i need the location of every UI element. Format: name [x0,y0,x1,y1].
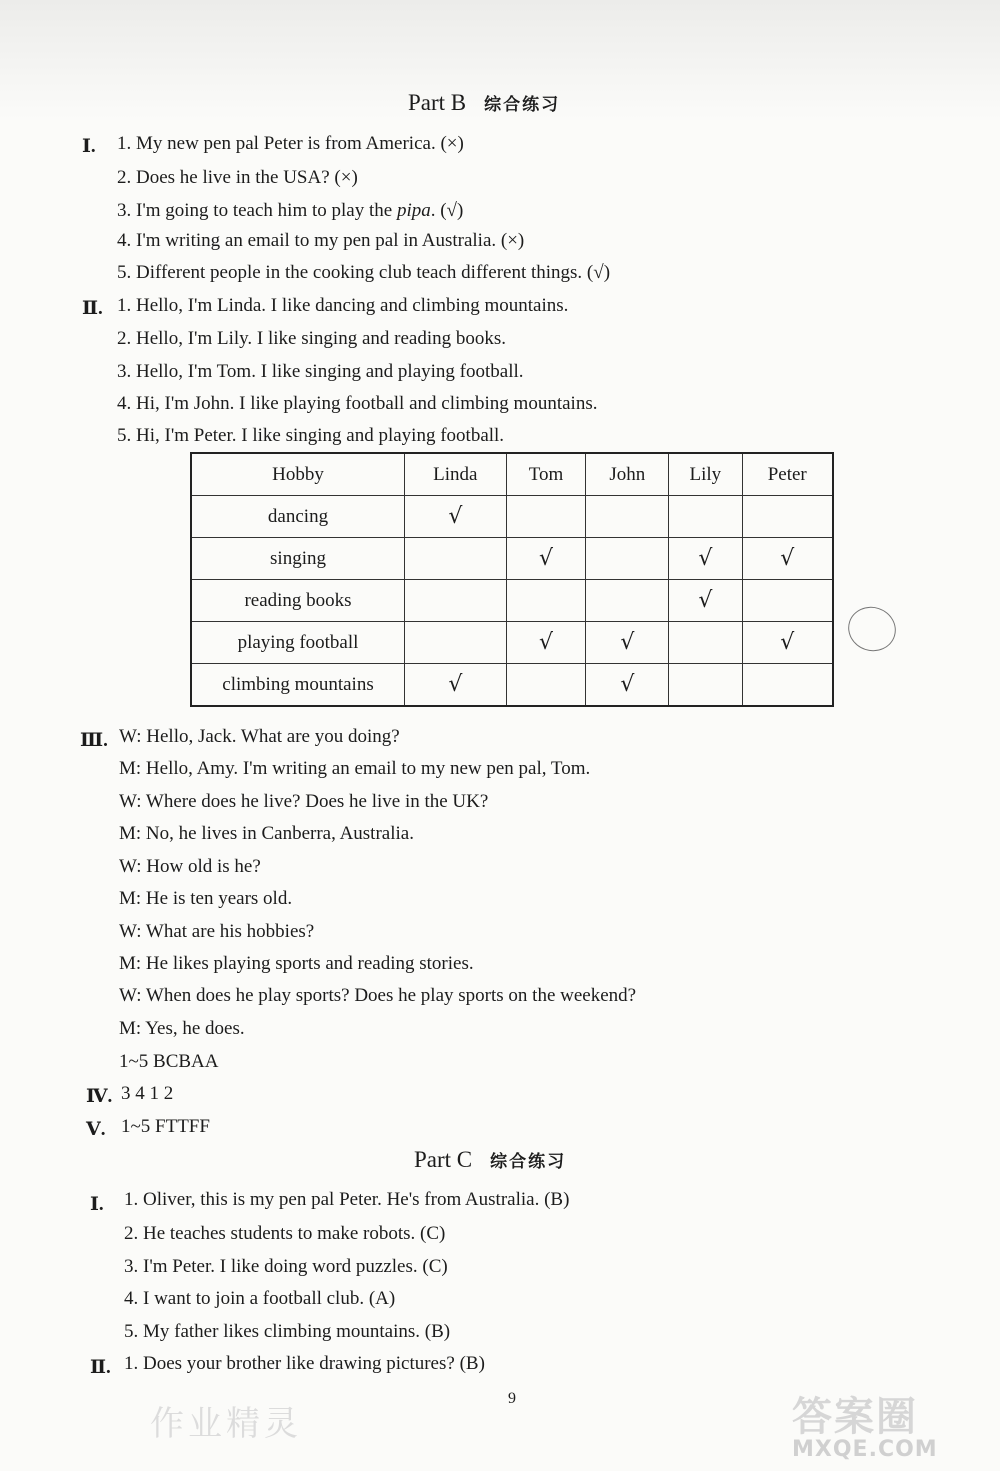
row-label: playing football [191,622,405,664]
table-header-cell: Hobby [191,453,405,496]
table-row [191,580,833,622]
row-label: dancing [191,496,405,538]
answer-text: 3. I'm going to teach him to play the [117,200,393,221]
check-cell: √ [742,622,833,664]
answer-line: 4. I want to join a football club. (A) [124,1288,396,1309]
watermark-left-text: 作业精灵 [150,1404,302,1444]
row-label: climbing mountains [191,664,405,707]
section-5-number: Ⅴ. [86,1119,106,1140]
dialogue-line: W: When does he play sports? Does he play sports on the weekend? [119,985,637,1006]
section-1-number: Ⅰ. [82,136,96,157]
check-cell: √ [506,622,586,664]
italic-word: pipa [396,200,431,221]
check-cell [405,580,507,622]
part-c-heading [414,1147,566,1173]
answer-line: 1. My new pen pal Peter is from America. (×) [117,133,464,154]
answer-line [117,200,463,222]
check-cell [506,580,586,622]
dialogue-line: W: Where does he live? Does he live in the UK? [119,791,489,812]
answer-line: 1. Hello, I'm Linda. I like dancing and climbing mountains. [117,295,569,316]
section-3-number: Ⅲ. [80,730,108,751]
answer-key: 1~5 BCBAA [119,1051,219,1072]
hobby-table [190,452,834,707]
check-cell [669,664,742,707]
answer-key: 1~5 FTTFF [121,1116,210,1137]
table-row [191,496,833,538]
check-cell [669,496,742,538]
check-cell [405,538,507,580]
check-cell: √ [586,622,669,664]
answer-line: 5. Different people in the cooking club teach different things. (√) [117,262,611,283]
answer-line: 5. Hi, I'm Peter. I like singing and playing football. [117,425,505,446]
row-label: singing [191,538,405,580]
part-b-heading [408,90,560,116]
section-c2-number: Ⅱ. [90,1357,111,1378]
part-b-title: Part B [408,90,467,115]
table-header-row [191,453,833,496]
table-header-cell: Peter [742,453,833,496]
check-cell [506,496,586,538]
row-label: reading books [191,580,405,622]
answer-line: 4. Hi, I'm John. I like playing football and climbing mountains. [117,393,598,414]
table-header-cell: John [586,453,669,496]
check-cell [506,664,586,707]
answer-line: 2. He teaches students to make robots. (C) [124,1223,446,1244]
answer-line: 4. I'm writing an email to my pen pal in Australia. (×) [117,230,525,251]
watermark-url: MXQE.COM [792,1437,938,1462]
check-cell: √ [742,538,833,580]
answer-line: 1. Does your brother like drawing pictures? (B) [124,1353,485,1374]
answer-line: 2. Does he live in the USA? (×) [117,167,358,188]
table-header-cell: Tom [506,453,586,496]
dialogue-line: M: He likes playing sports and reading stories. [119,953,474,974]
page-number: 9 [508,1390,516,1407]
check-cell [586,580,669,622]
part-b-subtitle: 综合练习 [484,95,561,115]
answer-line: 2. Hello, I'm Lily. I like singing and reading books. [117,328,506,349]
check-cell [742,496,833,538]
answer-line: 3. Hello, I'm Tom. I like singing and playing football. [117,361,524,382]
check-cell [669,622,742,664]
decorative-stamp-icon [842,601,901,658]
check-cell: √ [405,496,507,538]
check-cell [586,538,669,580]
table-row [191,538,833,580]
dialogue-line: M: Yes, he does. [119,1018,245,1039]
part-c-title: Part C [414,1147,473,1172]
table-row [191,622,833,664]
check-cell [586,496,669,538]
section-c1-number: Ⅰ. [90,1194,104,1215]
check-cell [742,664,833,707]
section-2-number: Ⅱ. [82,298,103,319]
answer-line: 1. Oliver, this is my pen pal Peter. He's from Australia. (B) [124,1189,570,1210]
dialogue-line: M: Hello, Amy. I'm writing an email to my new pen pal, Tom. [119,758,591,779]
watermark-logo: 答案圈 [792,1394,918,1440]
table-row [191,664,833,707]
answer-line: 5. My father likes climbing mountains. (B) [124,1321,451,1342]
dialogue-line: W: How old is he? [119,856,261,877]
answer-key: 3 4 1 2 [121,1083,174,1104]
table-header-cell: Lily [669,453,742,496]
dialogue-line: M: He is ten years old. [119,888,293,909]
dialogue-line: W: Hello, Jack. What are you doing? [119,726,400,747]
check-cell [405,622,507,664]
check-cell: √ [506,538,586,580]
answer-line: 3. I'm Peter. I like doing word puzzles. (C) [124,1256,448,1277]
dialogue-line: M: No, he lives in Canberra, Australia. [119,823,414,844]
check-cell: √ [669,538,742,580]
check-cell [742,580,833,622]
section-4-number: Ⅳ. [86,1086,113,1107]
check-cell: √ [405,664,507,707]
dialogue-line: W: What are his hobbies? [119,921,315,942]
answer-tail: . (√) [430,200,464,221]
check-cell: √ [669,580,742,622]
check-cell: √ [586,664,669,707]
table-header-cell: Linda [405,453,507,496]
part-c-subtitle: 综合练习 [490,1152,567,1172]
